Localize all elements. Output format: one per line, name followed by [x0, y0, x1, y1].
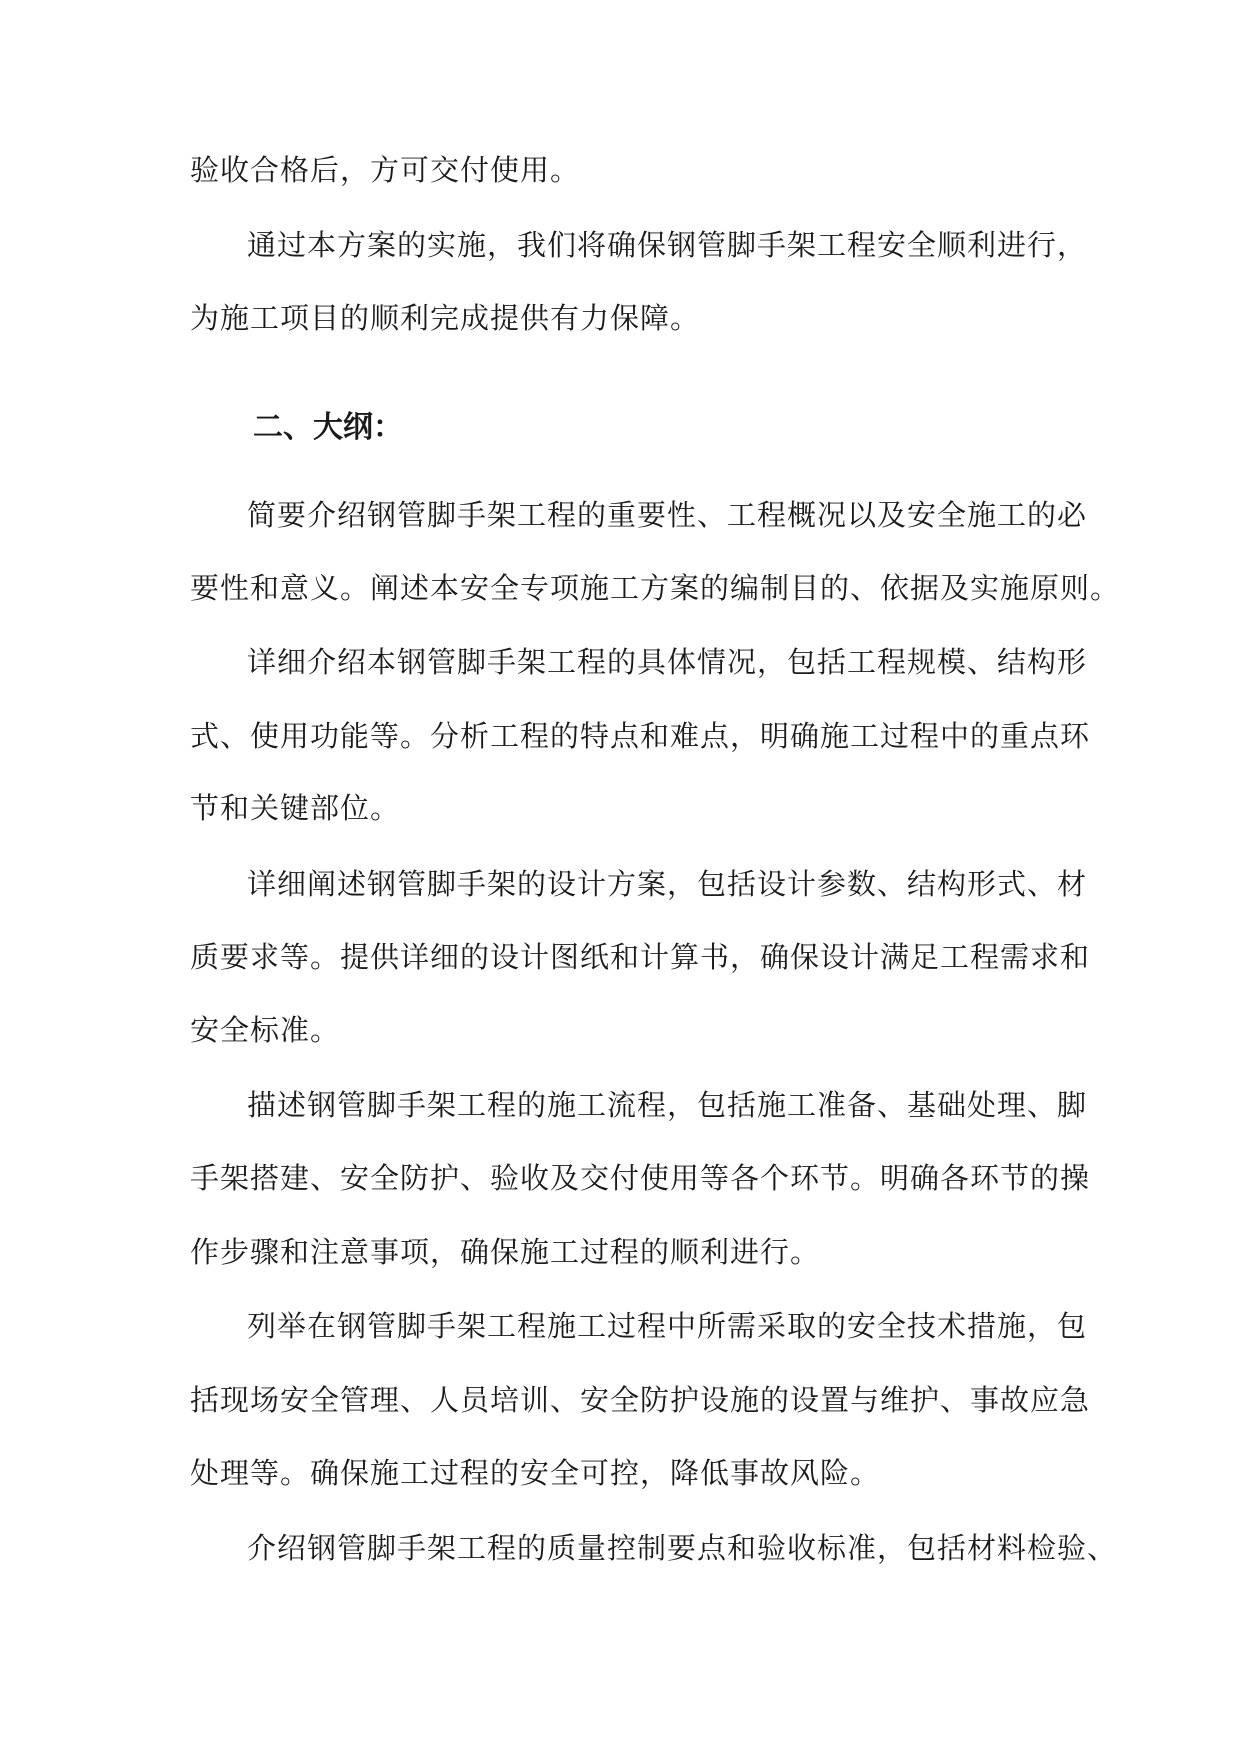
paragraph-line: 作步骤和注意事项，确保施工过程的顺利进行。 [190, 1235, 821, 1269]
paragraph-line: 式、使用功能等。分析工程的特点和难点，明确施工过程中的重点环 [190, 719, 1091, 753]
paragraph-line: 详细阐述钢管脚手架的设计方案，包括设计参数、结构形式、材 [247, 867, 1088, 901]
paragraph-line: 描述钢管脚手架工程的施工流程，包括施工准备、基础处理、脚 [247, 1088, 1088, 1122]
paragraph-line: 列举在钢管脚手架工程施工过程中所需采取的安全技术措施，包 [247, 1309, 1088, 1343]
paragraph-line: 详细介绍本钢管脚手架工程的具体情况，包括工程规模、结构形 [247, 645, 1088, 679]
paragraph-line: 介绍钢管脚手架工程的质量控制要点和验收标准，包括材料检验、 [247, 1531, 1118, 1565]
paragraph-line: 为施工项目的顺利完成提供有力保障。 [190, 301, 701, 335]
paragraph-line: 手架搭建、安全防护、验收及交付使用等各个环节。明确各环节的操 [190, 1161, 1091, 1195]
paragraph-line: 要性和意义。阐述本安全专项施工方案的编制目的、依据及实施原则。 [190, 571, 1121, 605]
paragraph-line: 括现场安全管理、人员培训、安全防护设施的设置与维护、事故应急 [190, 1383, 1091, 1417]
paragraph-line: 验收合格后，方可交付使用。 [190, 153, 581, 187]
paragraph-line: 通过本方案的实施，我们将确保钢管脚手架工程安全顺利进行， [247, 228, 1088, 262]
paragraph-line: 处理等。确保施工过程的安全可控，降低事故风险。 [190, 1456, 881, 1490]
paragraph-line: 安全标准。 [190, 1013, 341, 1047]
paragraph-line: 简要介绍钢管脚手架工程的重要性、工程概况以及安全施工的必 [247, 498, 1088, 532]
paragraph-line: 质要求等。提供详细的设计图纸和计算书，确保设计满足工程需求和 [190, 940, 1091, 974]
paragraph-line: 节和关键部位。 [190, 791, 401, 825]
section-heading: 二、大纲： [253, 410, 403, 445]
